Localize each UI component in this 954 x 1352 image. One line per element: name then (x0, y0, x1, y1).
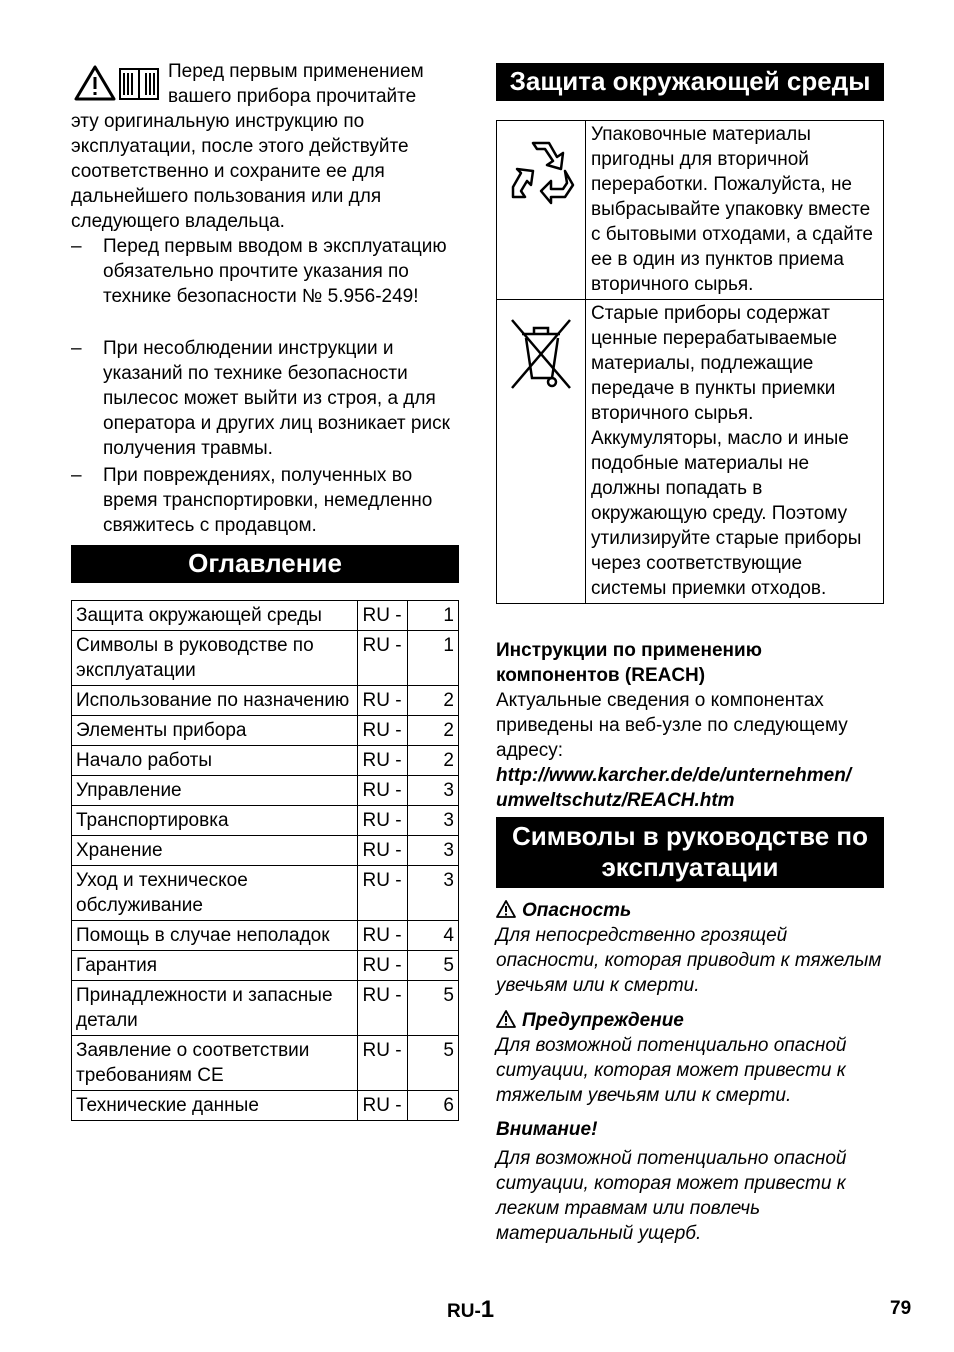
environment-row (497, 300, 884, 604)
toc-entry-title: Хранение (72, 836, 358, 866)
page-number: 79 (890, 1298, 912, 1319)
symbols-heading-line-1: Символы в руководстве по (511, 821, 868, 851)
intro-bullet (71, 336, 459, 461)
environment-heading: Защита окружающей среды (496, 63, 884, 101)
toc-row (72, 951, 459, 981)
toc-entry-page: 6 (407, 1091, 458, 1121)
toc-entry-prefix: RU - (358, 951, 407, 981)
toc-entry-page: 3 (407, 806, 458, 836)
toc-row (72, 686, 459, 716)
bullet-dash: – (71, 338, 82, 359)
toc-entry-page: 5 (407, 951, 458, 981)
toc-entry-title: Транспортировка (72, 806, 358, 836)
toc-row (72, 601, 459, 631)
toc-entry-prefix: RU - (358, 601, 407, 631)
toc-entry-page: 4 (407, 921, 458, 951)
warning-triangle-icon (496, 1010, 516, 1028)
toc-entry-title: Управление (72, 776, 358, 806)
toc-entry-title: Уход и техническое обслуживание (72, 866, 358, 921)
toc-entry-page: 2 (407, 716, 458, 746)
bullet-text: При несоблюдении инструкции и указаний по технике безопасности пылесос может выйти из строя, а для оператора и других лиц возникает риск получения травмы. (103, 338, 450, 459)
reach-text: Актуальные сведения о компонентах приведены на веб-узле по следующему адресу: (496, 690, 848, 761)
toc-entry-title: Помощь в случае неполадок (72, 921, 358, 951)
toc-entry-page: 1 (407, 601, 458, 631)
warning-triangle-icon (76, 67, 114, 99)
toc-entry-title: Защита окружающей среды (72, 601, 358, 631)
toc-entry-prefix: RU - (358, 776, 407, 806)
toc-entry-title: Начало работы (72, 746, 358, 776)
danger-heading (496, 898, 884, 923)
toc-row (72, 631, 459, 686)
toc-entry-title: Заявление о соответствии требованиям CE (72, 1036, 358, 1091)
toc-entry-prefix: RU - (358, 686, 407, 716)
toc-row (72, 921, 459, 951)
toc-entry-prefix: RU - (358, 746, 407, 776)
danger-text: Для непосредственно грозящей опасности, которая приводит к тяжелым увечьям или к смерти. (496, 925, 882, 996)
reach-url-line-2: umweltschutz/REACH.htm (496, 790, 735, 811)
toc-entry-title: Элементы прибора (72, 716, 358, 746)
warning-text: Для возможной потенциально опасной ситуации, которая может привести к тяжелым увечьям или к смерти. (496, 1035, 847, 1106)
recycle-icon-cell (497, 121, 586, 300)
symbols-heading-line-2: эксплуатации (601, 852, 779, 882)
warning-and-manual-icons (74, 63, 162, 103)
intro-lead-line-1: Перед первым применением (168, 61, 424, 82)
toc-entry-title: Технические данные (72, 1091, 358, 1121)
crossed-bin-icon (506, 312, 576, 392)
toc-entry-prefix: RU - (358, 631, 407, 686)
toc-entry-page: 3 (407, 836, 458, 866)
toc-entry-page: 3 (407, 776, 458, 806)
reach-url-line-1: http://www.karcher.de/de/unternehmen/ (496, 765, 852, 786)
toc-entry-title: Символы в руководстве по эксплуатации (72, 631, 358, 686)
toc-row (72, 806, 459, 836)
toc-entry-page: 2 (407, 686, 458, 716)
section-number: 1 (480, 1296, 495, 1323)
toc-entry-page: 5 (407, 981, 458, 1036)
toc-row (72, 776, 459, 806)
toc-entry-prefix: RU - (358, 806, 407, 836)
bullet-dash: – (71, 236, 82, 257)
intro-bullet (71, 234, 459, 309)
toc-heading: Оглавление (71, 545, 459, 583)
recycle-icon (503, 133, 579, 209)
crossed-bin-icon-cell (497, 300, 586, 604)
toc-table (71, 600, 459, 1121)
reach-heading: Инструкции по применению компонентов (REACH) (496, 640, 762, 686)
toc-entry-prefix: RU - (358, 836, 407, 866)
environment-text: Старые приборы содержат ценные перерабатываемые материалы, подлежащие передаче в пункты приемки вторичного сырья. Аккумуляторы, масло и иные подобные материалы не должны попадать в окружающую среду. Поэтому утилизируйте старые приборы через соответствующие системы приемки отходов. (586, 300, 884, 604)
toc-entry-title: Принадлежности и запасные детали (72, 981, 358, 1036)
bullet-text: Перед первым вводом в эксплуатацию обязательно прочтите указания по технике безопасности № 5.956-249! (103, 236, 447, 307)
toc-entry-title: Гарантия (72, 951, 358, 981)
bullet-text: При повреждениях, полученных во время транспортировки, немедленно свяжитесь с продавцом. (103, 465, 433, 536)
caution-text: Для возможной потенциально опасной ситуации, которая может привести к легким травмам или повлечь материальный ущерб. (496, 1148, 847, 1244)
intro-lead-line-2: вашего прибора прочитайте (168, 86, 417, 107)
toc-row (72, 746, 459, 776)
intro-bullet (71, 463, 459, 538)
danger-label: Опасность (522, 900, 632, 921)
toc-entry-page: 2 (407, 746, 458, 776)
warning-triangle-icon (496, 900, 516, 918)
intro-paragraph: эту оригинальную инструкцию по эксплуатации, после этого действуйте соответственно и сохраните ее для дальнейшего пользования или для следующего владельца. (71, 111, 409, 232)
danger-block (496, 898, 884, 998)
warning-block (496, 1008, 884, 1108)
warning-heading (496, 1008, 884, 1033)
toc-entry-page: 5 (407, 1036, 458, 1091)
toc-entry-prefix: RU - (358, 1091, 407, 1121)
toc-entry-prefix: RU - (358, 981, 407, 1036)
toc-row (72, 1091, 459, 1121)
toc-entry-page: 3 (407, 866, 458, 921)
bullet-dash: – (71, 465, 82, 486)
toc-row (72, 866, 459, 921)
toc-entry-prefix: RU - (358, 716, 407, 746)
section-page-label (447, 1296, 494, 1324)
section-prefix: RU- (447, 1301, 481, 1322)
caution-heading: Внимание! (496, 1119, 598, 1140)
toc-entry-prefix: RU - (358, 866, 407, 921)
toc-entry-prefix: RU - (358, 921, 407, 951)
environment-table (496, 120, 884, 604)
toc-entry-prefix: RU - (358, 1036, 407, 1091)
toc-row (72, 1036, 459, 1091)
toc-row (72, 981, 459, 1036)
toc-entry-title: Использование по назначению (72, 686, 358, 716)
warning-label: Предупреждение (522, 1010, 684, 1031)
caution-block (496, 1117, 884, 1246)
symbols-heading (496, 817, 884, 888)
open-book-icon (120, 69, 158, 99)
environment-text: Упаковочные материалы пригодны для вторичной переработки. Пожалуйста, не выбрасывайте упаковку вместе с бытовыми отходами, а сдайте ее в один из пунктов приема вторичного сырья. (586, 121, 884, 300)
toc-row (72, 836, 459, 866)
environment-row (497, 121, 884, 300)
toc-entry-page: 1 (407, 631, 458, 686)
toc-row (72, 716, 459, 746)
